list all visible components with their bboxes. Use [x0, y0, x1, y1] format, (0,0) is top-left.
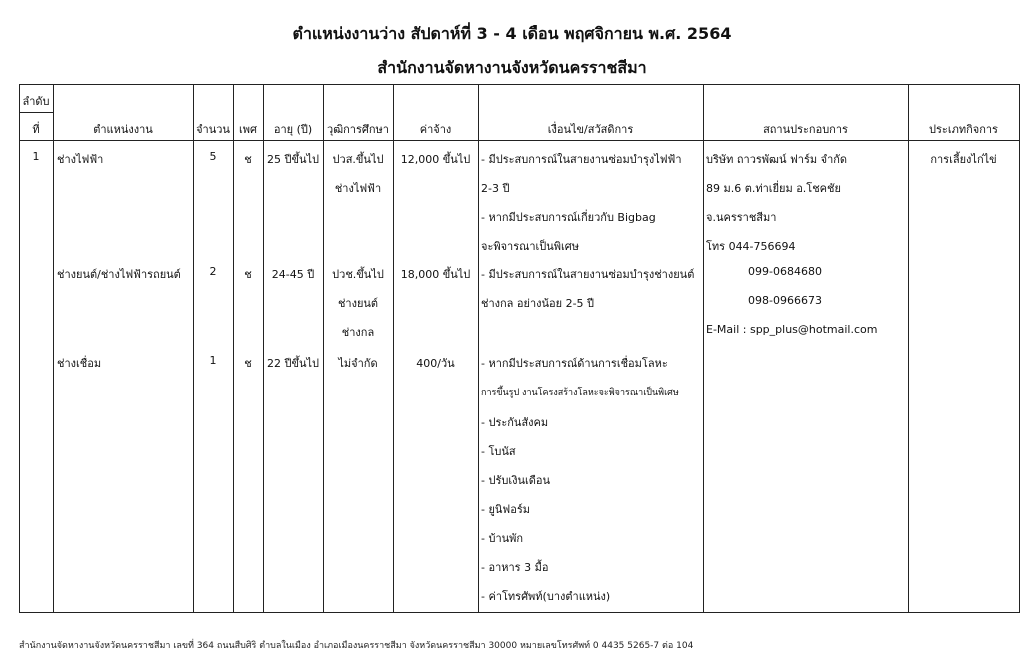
job-position: ช่างยนต์/ช่างไฟฟ้ารถยนต์	[57, 268, 181, 281]
column-divider	[703, 84, 704, 613]
business-type: การเลี้ยงไก่ไข่	[930, 153, 997, 166]
header-company: สถานประกอบการ	[763, 123, 848, 136]
condition-line: ช่างกล อย่างน้อย 2-5 ปี	[481, 297, 595, 310]
company-address: 89 ม.6 ต.ท่าเยี่ยม อ.โชคชัย	[706, 182, 841, 195]
job-no: 1	[32, 150, 40, 163]
company-phone: 098-0966673	[748, 294, 822, 307]
job-table	[19, 84, 1020, 613]
job-sex: ช	[244, 357, 252, 370]
table-border	[19, 612, 1020, 613]
header-position: ตำแหน่งงาน	[93, 123, 153, 136]
column-divider	[478, 84, 479, 613]
benefit-line: - บ้านพัก	[481, 532, 524, 545]
column-divider	[53, 84, 54, 613]
condition-line: จะพิจารณาเป็นพิเศษ	[481, 240, 580, 253]
header-wage: ค่าจ้าง	[419, 123, 452, 136]
row-divider	[19, 140, 1020, 141]
table-border	[1019, 84, 1020, 613]
company-name: บริษัท ถาวรพัฒน์ ฟาร์ม จำกัด	[706, 153, 848, 166]
company-phone: 099-0684680	[748, 265, 822, 278]
job-position: ช่างเชื่อม	[57, 357, 102, 370]
job-education: ไม่จำกัด	[338, 357, 378, 370]
header-no: ที่	[32, 123, 40, 136]
condition-line: - หากมีประสบการณ์เกี่ยวกับ Bigbag	[481, 211, 656, 224]
benefit-line: - ยูนิฟอร์ม	[481, 503, 530, 516]
company-email: E-Mail : spp_plus@hotmail.com	[706, 323, 878, 336]
job-count: 2	[209, 265, 217, 278]
page-subtitle: สำนักงานจัดหางานจังหวัดนครราชสีมา	[377, 58, 647, 77]
job-education: ปวช.ขึ้นไป	[332, 268, 384, 281]
header-business-type: ประเภทกิจการ	[929, 123, 998, 136]
job-count: 1	[209, 354, 217, 367]
footer-address: สำนักงานจัดหางานจังหวัดนครราชสีมา เลขที่ 364 ถนนสืบศิริ ตำบลในเมือง อำเภอเมืองนครราชสีมา จังหวัดนครราชสีมา 30000 หมายเลขโทรศัพท์ 0 4435 5265-7 ต่อ 104	[19, 641, 694, 651]
job-age: 25 ปีขึ้นไป	[266, 153, 320, 166]
job-wage: 18,000 ขึ้นไป	[400, 268, 471, 281]
table-border	[19, 84, 20, 613]
condition-line: 2-3 ปี	[481, 182, 510, 195]
company-address: จ.นครราชสีมา	[706, 211, 777, 224]
job-education: ช่างยนต์	[337, 297, 379, 310]
page-title: ตำแหน่งงานว่าง สัปดาห์ที่ 3 - 4 เดือน พฤศจิกายน พ.ศ. 2564	[292, 24, 732, 43]
job-education: ปวส.ขึ้นไป	[332, 153, 384, 166]
condition-line: - มีประสบการณ์ในสายงานซ่อมบำรุงไฟฟ้า	[481, 153, 682, 166]
benefit-line: - อาหาร 3 มื้อ	[481, 561, 549, 574]
condition-line: - หากมีประสบการณ์ด้านการเชื่อมโลหะ	[481, 357, 668, 370]
benefit-line: - โบนัส	[481, 445, 516, 458]
table-border	[19, 84, 1020, 85]
job-sex: ช	[244, 268, 252, 281]
header-conditions: เงื่อนไข/สวัสดิการ	[547, 123, 634, 136]
header-no-top: ลำดับ	[22, 95, 50, 108]
job-education: ช่างกล	[341, 326, 375, 339]
benefit-line: - ประกันสังคม	[481, 416, 549, 429]
job-education: ช่างไฟฟ้า	[334, 182, 382, 195]
job-sex: ช	[244, 153, 252, 166]
header-age: อายุ (ปี)	[273, 123, 313, 136]
job-wage: 400/วัน	[416, 357, 455, 370]
benefit-line: - ปรับเงินเดือน	[481, 474, 551, 487]
company-phone: โทร 044-756694	[706, 240, 796, 253]
column-divider	[193, 84, 194, 613]
job-position: ช่างไฟฟ้า	[57, 153, 104, 166]
job-age: 22 ปีขึ้นไป	[266, 357, 320, 370]
condition-line: การขึ้นรูป งานโครงสร้างโลหะจะพิจารณาเป็นพิเศษ	[481, 388, 679, 398]
job-age: 24-45 ปี	[271, 268, 315, 281]
job-count: 5	[209, 150, 217, 163]
header-sex: เพศ	[239, 123, 257, 136]
condition-line: - มีประสบการณ์ในสายงานซ่อมบำรุงช่างยนต์	[481, 268, 695, 281]
header-education: วุฒิการศึกษา	[327, 123, 389, 136]
header-count: จำนวน	[196, 123, 230, 136]
job-wage: 12,000 ขึ้นไป	[400, 153, 471, 166]
benefit-line: - ค่าโทรศัพท์(บางตำแหน่ง)	[481, 590, 611, 603]
row-divider	[19, 112, 54, 113]
